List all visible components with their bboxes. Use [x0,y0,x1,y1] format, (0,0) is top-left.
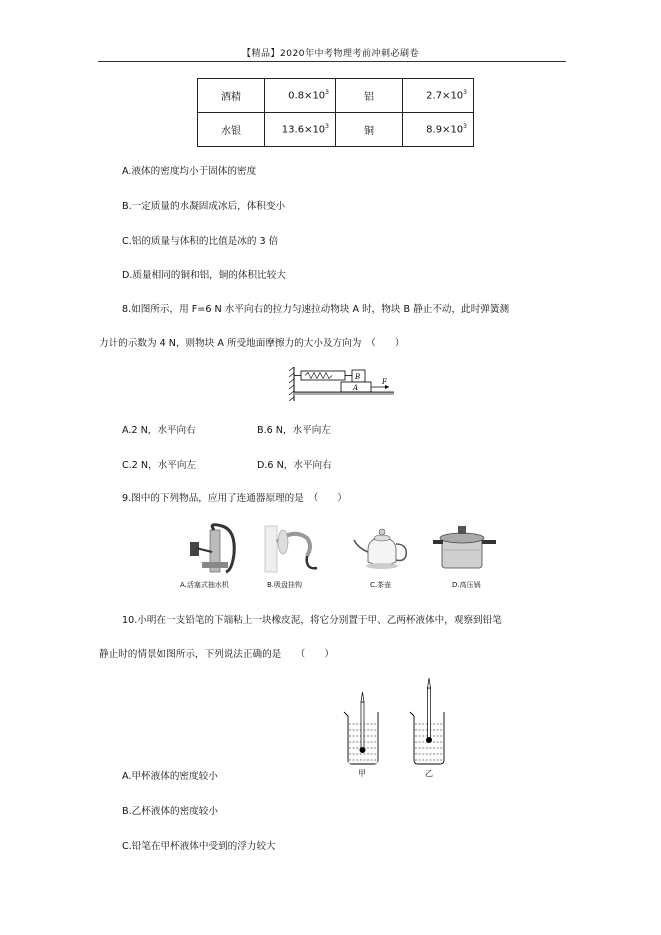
table-cell: $13.6\times 10^3$ [265,113,336,147]
q8-option-c: C.2 N，水平向左 [122,460,197,471]
table-cell: $0.8\times 10^3$ [265,79,336,113]
table-row [198,79,474,113]
beaker-label-yi: 乙 [425,769,433,778]
piston-pump-image [186,520,256,578]
header-divider [98,61,566,62]
q9-caption-b: B.吸盘挂钩 [267,581,303,589]
q7-option-a: A.液体的密度均小于固体的密度 [122,166,257,177]
q10-option-c: C.铅笔在甲杯液体中受到的浮力较大 [122,841,276,852]
svg-text:F: F [382,378,387,386]
q8-option-d: D.6 N，水平向右 [257,460,332,471]
page-header: 【精品】2020年中考物理考前冲刺必刷卷 [242,49,419,59]
q8-option-a: A.2 N，水平向右 [122,425,196,436]
q7-option-b: B.一定质量的水凝固成冰后，体积变小 [122,201,286,212]
beakers-figure [340,676,450,776]
q9-caption-c: C.茶壶 [370,581,392,589]
table-row [198,113,474,147]
q9-caption-a: A.活塞式抽水机 [180,581,229,589]
table-cell: $8.9\times 10^3$ [403,113,474,147]
q9-caption-d: D.高压锅 [452,581,481,589]
q7-option-c: C.铝的质量与体积的比值是冰的 3 倍 [122,236,279,247]
q10-option-b: B.乙杯液体的密度较小 [122,806,218,817]
svg-text:A: A [353,384,359,392]
table-cell: $2.7\times 10^3$ [403,79,474,113]
q7-option-d: D.质量相同的铜和铝，铜的体积比较大 [122,270,286,281]
pressure-cooker-image [432,520,502,578]
table-cell: 铝 [336,79,403,113]
table-cell: 酒精 [198,79,265,113]
q10-stem-line1: 10.小明在一支铅笔的下端粘上一块橡皮泥，将它分别置于甲、乙两杯液体中，观察到铅笔 [122,615,502,626]
q10-option-a: A.甲杯液体的密度较小 [122,771,218,782]
svg-text:B: B [355,373,361,381]
q9-stem: 9.图中的下列物品，应用了连通器原理的是 （ ） [122,493,348,504]
table-cell: 水银 [198,113,265,147]
q8-option-b: B.6 N，水平向左 [257,425,331,436]
q8-stem-line1: 8.如图所示，用 F=6 N 水平向右的拉力匀速拉动物块 A 时，物块 B 静止不动，此时弹簧测 [122,304,510,315]
table-cell: 铜 [336,113,403,147]
beaker-label-jia: 甲 [358,769,366,778]
teapot-image [350,520,420,578]
q8-stem-line2: 力计的示数为 4 N，则物块 A 所受地面摩擦力的大小及方向为 （ ） [99,338,405,349]
suction-hook-image [263,520,333,578]
q10-stem-line2: 静止时的情景如图所示，下列说法正确的是 （ ） [99,649,335,660]
spring-scale-figure [289,365,399,405]
density-table [197,78,474,147]
